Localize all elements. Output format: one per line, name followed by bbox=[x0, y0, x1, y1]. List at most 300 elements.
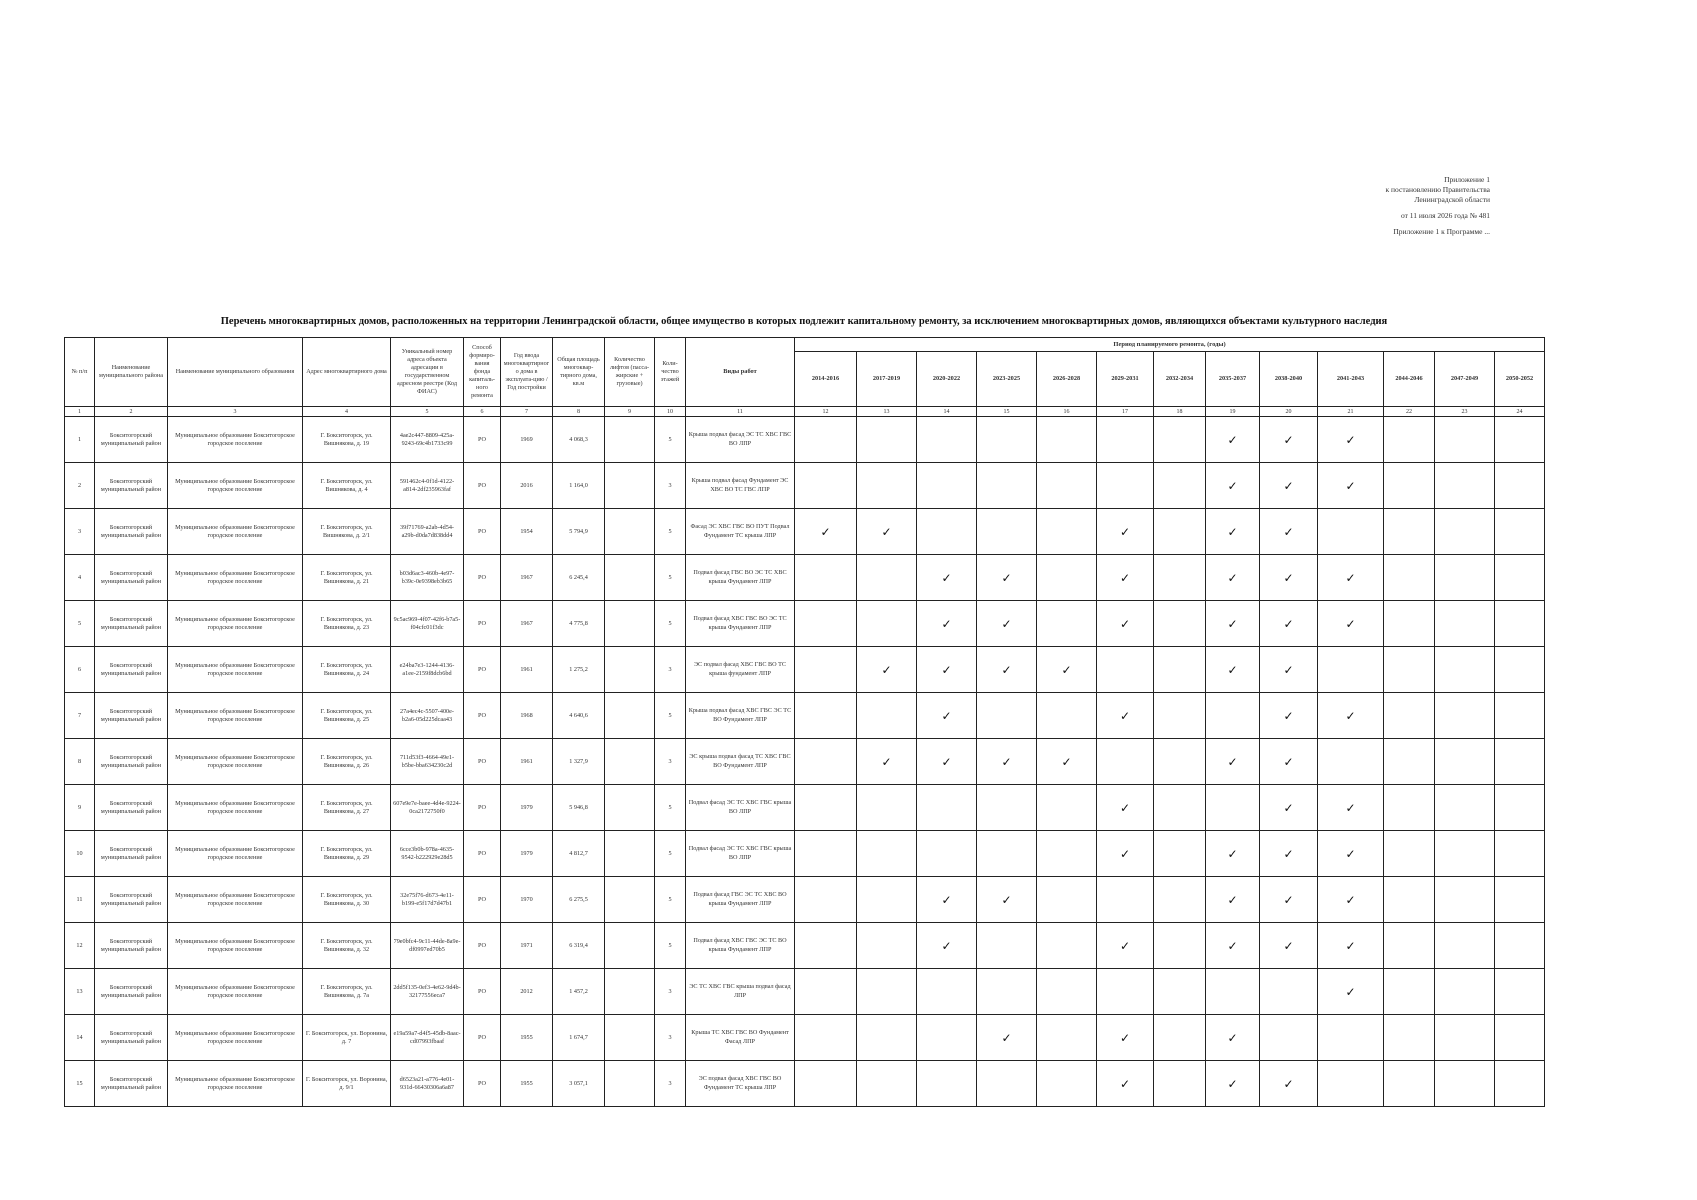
period-cell-empty bbox=[795, 1015, 857, 1061]
header-area: Общая площадь многоквар-тирного дома, кв.м bbox=[553, 338, 605, 407]
period-cell-empty bbox=[1495, 647, 1545, 693]
column-number: 2 bbox=[95, 407, 168, 417]
period-cell-empty bbox=[977, 1061, 1037, 1107]
check-mark-icon: ✓ bbox=[1206, 1061, 1260, 1107]
cell-works: ЭС ТС ХВС ГВС крыша подвал фасад ЛПР bbox=[686, 969, 795, 1015]
cell-works: Подвал фасад ХВС ГВС ВО ЭС ТС крыша Фундамент ЛПР bbox=[686, 601, 795, 647]
period-cell-empty bbox=[1495, 693, 1545, 739]
check-mark-icon: ✓ bbox=[917, 877, 977, 923]
cell-year: 1961 bbox=[501, 739, 553, 785]
period-cell-empty bbox=[1037, 785, 1097, 831]
header-period-2035: 2035-2037 bbox=[1206, 352, 1260, 407]
check-mark-icon: ✓ bbox=[1260, 601, 1318, 647]
row-number: 15 bbox=[65, 1061, 95, 1107]
check-mark-icon: ✓ bbox=[1206, 1015, 1260, 1061]
check-mark-icon: ✓ bbox=[1318, 785, 1384, 831]
period-cell-empty bbox=[1495, 877, 1545, 923]
column-number: 22 bbox=[1384, 407, 1435, 417]
period-cell-empty bbox=[1384, 785, 1435, 831]
period-cell-empty bbox=[1384, 831, 1435, 877]
cell-municipality: Муниципальное образование Бокситогорское городское поселение bbox=[168, 509, 303, 555]
cell-area: 4 068,3 bbox=[553, 417, 605, 463]
cell-fund-method: РО bbox=[464, 601, 501, 647]
cell-lifts bbox=[605, 601, 655, 647]
period-cell-empty bbox=[1435, 601, 1495, 647]
header-period-2020: 2020-2022 bbox=[917, 352, 977, 407]
cell-floors: 5 bbox=[655, 693, 686, 739]
check-mark-icon: ✓ bbox=[1097, 693, 1154, 739]
cell-municipality: Муниципальное образование Бокситогорское городское поселение bbox=[168, 739, 303, 785]
check-mark-icon: ✓ bbox=[857, 509, 917, 555]
period-cell-empty bbox=[1154, 463, 1206, 509]
check-mark-icon: ✓ bbox=[1260, 877, 1318, 923]
check-mark-icon: ✓ bbox=[1037, 647, 1097, 693]
cell-area: 5 946,8 bbox=[553, 785, 605, 831]
period-cell-empty bbox=[1097, 647, 1154, 693]
table-row bbox=[65, 1015, 1545, 1061]
cell-area: 4 775,8 bbox=[553, 601, 605, 647]
cell-lifts bbox=[605, 1061, 655, 1107]
period-cell-empty bbox=[1154, 693, 1206, 739]
period-cell-empty bbox=[977, 831, 1037, 877]
period-cell-empty bbox=[1495, 509, 1545, 555]
period-cell-empty bbox=[1435, 739, 1495, 785]
period-cell-empty bbox=[1384, 417, 1435, 463]
cell-floors: 5 bbox=[655, 555, 686, 601]
cell-district: Бокситогорский муниципальный район bbox=[95, 785, 168, 831]
period-cell-empty bbox=[1206, 969, 1260, 1015]
period-cell-empty bbox=[795, 739, 857, 785]
period-cell-empty bbox=[857, 601, 917, 647]
period-cell-empty bbox=[1097, 463, 1154, 509]
period-cell-empty bbox=[795, 601, 857, 647]
cell-works: Фасад ЭС ХВС ГВС ВО ПУТ Подвал Фундамент ТС крыша ЛПР bbox=[686, 509, 795, 555]
cell-lifts bbox=[605, 831, 655, 877]
period-cell-empty bbox=[1260, 1015, 1318, 1061]
cell-area: 6 245,4 bbox=[553, 555, 605, 601]
cell-fias-code: 32e75f76-d673-4e11-b199-e5f17d7d47b1 bbox=[391, 877, 464, 923]
period-cell-empty bbox=[1318, 1061, 1384, 1107]
column-number: 14 bbox=[917, 407, 977, 417]
period-cell-empty bbox=[1037, 1061, 1097, 1107]
table-row bbox=[65, 509, 1545, 555]
check-mark-icon: ✓ bbox=[1318, 831, 1384, 877]
period-cell-empty bbox=[917, 417, 977, 463]
cell-area: 5 794,9 bbox=[553, 509, 605, 555]
period-cell-empty bbox=[857, 923, 917, 969]
check-mark-icon: ✓ bbox=[1097, 509, 1154, 555]
check-mark-icon: ✓ bbox=[977, 739, 1037, 785]
column-number: 3 bbox=[168, 407, 303, 417]
check-mark-icon: ✓ bbox=[1260, 647, 1318, 693]
check-mark-icon: ✓ bbox=[1206, 647, 1260, 693]
cell-district: Бокситогорский муниципальный район bbox=[95, 831, 168, 877]
cell-works: Крыша подвал фасад ЭС ТС ХВС ГВС ВО ЛПР bbox=[686, 417, 795, 463]
check-mark-icon: ✓ bbox=[1206, 923, 1260, 969]
table-row bbox=[65, 601, 1545, 647]
period-cell-empty bbox=[1037, 693, 1097, 739]
period-cell-empty bbox=[1495, 785, 1545, 831]
row-number: 12 bbox=[65, 923, 95, 969]
cell-fias-code: 4ae2c447-8809-425a-9243-69c4b1733c99 bbox=[391, 417, 464, 463]
cell-municipality: Муниципальное образование Бокситогорское городское поселение bbox=[168, 555, 303, 601]
check-mark-icon: ✓ bbox=[1097, 923, 1154, 969]
check-mark-icon: ✓ bbox=[857, 739, 917, 785]
period-cell-empty bbox=[1037, 601, 1097, 647]
cell-district: Бокситогорский муниципальный район bbox=[95, 463, 168, 509]
cell-fias-code: e24ba7e3-1244-4136-a1ee-2159f8dcb6bd bbox=[391, 647, 464, 693]
cell-floors: 3 bbox=[655, 1015, 686, 1061]
check-mark-icon: ✓ bbox=[1260, 509, 1318, 555]
cell-year: 1961 bbox=[501, 647, 553, 693]
period-cell-empty bbox=[1318, 1015, 1384, 1061]
row-number: 1 bbox=[65, 417, 95, 463]
period-cell-empty bbox=[1154, 923, 1206, 969]
period-cell-empty bbox=[1154, 601, 1206, 647]
period-cell-empty bbox=[917, 1061, 977, 1107]
housing-table-wrapper bbox=[64, 337, 1544, 1107]
period-cell-empty bbox=[1435, 1061, 1495, 1107]
cell-address: Г. Бокситогорск, ул. Вишнякова, д. 19 bbox=[303, 417, 391, 463]
cell-district: Бокситогорский муниципальный район bbox=[95, 693, 168, 739]
cell-area: 1 275,2 bbox=[553, 647, 605, 693]
cell-lifts bbox=[605, 785, 655, 831]
cell-floors: 5 bbox=[655, 785, 686, 831]
cell-works: Крыша подвал фасад Фундамент ЭС ХВС ВО ТС ГВС ЛПР bbox=[686, 463, 795, 509]
period-cell-empty bbox=[1495, 831, 1545, 877]
cell-area: 4 812,7 bbox=[553, 831, 605, 877]
period-cell-empty bbox=[977, 785, 1037, 831]
period-cell-empty bbox=[1097, 417, 1154, 463]
check-mark-icon: ✓ bbox=[977, 877, 1037, 923]
period-cell-empty bbox=[1495, 923, 1545, 969]
cell-fias-code: 27a4ec4c-5507-400e-b2a6-05d225dcaa43 bbox=[391, 693, 464, 739]
check-mark-icon: ✓ bbox=[917, 647, 977, 693]
header-address: Адрес многоквартирного дома bbox=[303, 338, 391, 407]
cell-year: 2012 bbox=[501, 969, 553, 1015]
column-number: 8 bbox=[553, 407, 605, 417]
cell-area: 6 319,4 bbox=[553, 923, 605, 969]
cell-fund-method: РО bbox=[464, 1061, 501, 1107]
period-cell-empty bbox=[1384, 739, 1435, 785]
cell-municipality: Муниципальное образование Бокситогорское городское поселение bbox=[168, 831, 303, 877]
check-mark-icon: ✓ bbox=[1206, 509, 1260, 555]
annex-line-2: к постановлению Правительства bbox=[1385, 185, 1490, 194]
period-cell-empty bbox=[1384, 1015, 1435, 1061]
period-cell-empty bbox=[1206, 785, 1260, 831]
period-cell-empty bbox=[795, 831, 857, 877]
column-number: 10 bbox=[655, 407, 686, 417]
cell-district: Бокситогорский муниципальный район bbox=[95, 601, 168, 647]
column-number: 1 bbox=[65, 407, 95, 417]
row-number: 9 bbox=[65, 785, 95, 831]
period-cell-empty bbox=[795, 417, 857, 463]
period-cell-empty bbox=[917, 969, 977, 1015]
check-mark-icon: ✓ bbox=[977, 1015, 1037, 1061]
check-mark-icon: ✓ bbox=[1260, 463, 1318, 509]
table-body bbox=[65, 417, 1545, 1107]
annex-line-1: Приложение 1 bbox=[1444, 175, 1490, 184]
period-cell-empty bbox=[795, 693, 857, 739]
table-row bbox=[65, 831, 1545, 877]
cell-floors: 3 bbox=[655, 463, 686, 509]
header-method: Способ формиро-вания фонда капиталь-ного ремонта bbox=[464, 338, 501, 407]
document-title: Перечень многоквартирных домов, расположенных на территории Ленинградской области, общее имущество в которых подлежит капитальному ремонту, за исключением многоквартирных домов, являющихся объектами культурного наследия bbox=[220, 316, 1388, 327]
cell-fias-code: b03d6ac3-460b-4e97-b39c-0e9398eb3b65 bbox=[391, 555, 464, 601]
cell-lifts bbox=[605, 877, 655, 923]
cell-fias-code: 607e9e7e-baee-4d4e-9224-0ca2172750f0 bbox=[391, 785, 464, 831]
period-cell-empty bbox=[1037, 417, 1097, 463]
check-mark-icon: ✓ bbox=[1206, 601, 1260, 647]
cell-year: 1979 bbox=[501, 831, 553, 877]
column-number: 15 bbox=[977, 407, 1037, 417]
period-cell-empty bbox=[1435, 555, 1495, 601]
check-mark-icon: ✓ bbox=[1097, 1061, 1154, 1107]
cell-address: Г. Бокситогорск, ул. Воронина, д. 7 bbox=[303, 1015, 391, 1061]
period-cell-empty bbox=[917, 1015, 977, 1061]
period-cell-empty bbox=[795, 785, 857, 831]
period-cell-empty bbox=[1384, 1061, 1435, 1107]
cell-fias-code: 79e0bfc4-9c11-44de-8a9e-df0997ed70b5 bbox=[391, 923, 464, 969]
cell-floors: 5 bbox=[655, 923, 686, 969]
check-mark-icon: ✓ bbox=[1097, 601, 1154, 647]
period-cell-empty bbox=[1154, 647, 1206, 693]
check-mark-icon: ✓ bbox=[917, 555, 977, 601]
period-cell-empty bbox=[1154, 1061, 1206, 1107]
period-cell-empty bbox=[1435, 785, 1495, 831]
period-cell-empty bbox=[1037, 877, 1097, 923]
row-number: 3 bbox=[65, 509, 95, 555]
cell-municipality: Муниципальное образование Бокситогорское городское поселение bbox=[168, 1061, 303, 1107]
cell-fias-code: 591462c4-0f1d-4122-a814-2df235963faf bbox=[391, 463, 464, 509]
header-num: № п/п bbox=[65, 338, 95, 407]
check-mark-icon: ✓ bbox=[917, 693, 977, 739]
period-cell-empty bbox=[857, 785, 917, 831]
row-number: 14 bbox=[65, 1015, 95, 1061]
row-number: 8 bbox=[65, 739, 95, 785]
cell-fund-method: РО bbox=[464, 463, 501, 509]
period-cell-empty bbox=[795, 1061, 857, 1107]
cell-lifts bbox=[605, 739, 655, 785]
cell-district: Бокситогорский муниципальный район bbox=[95, 923, 168, 969]
cell-municipality: Муниципальное образование Бокситогорское городское поселение bbox=[168, 601, 303, 647]
cell-lifts bbox=[605, 969, 655, 1015]
period-cell-empty bbox=[857, 1061, 917, 1107]
check-mark-icon: ✓ bbox=[1097, 831, 1154, 877]
header-district: Наименование муниципального района bbox=[95, 338, 168, 407]
period-cell-empty bbox=[1435, 417, 1495, 463]
cell-municipality: Муниципальное образование Бокситогорское городское поселение bbox=[168, 463, 303, 509]
header-period-2032: 2032-2034 bbox=[1154, 352, 1206, 407]
period-cell-empty bbox=[1384, 601, 1435, 647]
header-uid: Уникальный номер адреса объекта адресации в государственном адресном реестре (Код ФИАС) bbox=[391, 338, 464, 407]
period-cell-empty bbox=[795, 923, 857, 969]
period-cell-empty bbox=[1154, 555, 1206, 601]
header-period-2014: 2014-2016 bbox=[795, 352, 857, 407]
cell-fias-code: 711d53f3-4664-49e1-b5be-bba634230c2d bbox=[391, 739, 464, 785]
column-number: 11 bbox=[686, 407, 795, 417]
cell-works: Подвал фасад ГВС ВО ЭС ТС ХВС крыша Фундамент ЛПР bbox=[686, 555, 795, 601]
column-number: 9 bbox=[605, 407, 655, 417]
period-cell-empty bbox=[1495, 601, 1545, 647]
column-number: 18 bbox=[1154, 407, 1206, 417]
cell-works: ЭС подвал фасад ХВС ГВС ВО Фундамент ТС крыша ЛПР bbox=[686, 1061, 795, 1107]
period-cell-empty bbox=[1154, 509, 1206, 555]
period-cell-empty bbox=[1097, 877, 1154, 923]
cell-fund-method: РО bbox=[464, 417, 501, 463]
check-mark-icon: ✓ bbox=[1318, 969, 1384, 1015]
cell-fias-code: 39f71769-a2ab-4d54-a29b-d0da7d838dd4 bbox=[391, 509, 464, 555]
check-mark-icon: ✓ bbox=[1206, 877, 1260, 923]
column-number: 6 bbox=[464, 407, 501, 417]
cell-works: ЭС крыша подвал фасад ТС ХВС ГВС ВО Фундамент ЛПР bbox=[686, 739, 795, 785]
period-cell-empty bbox=[977, 417, 1037, 463]
period-cell-empty bbox=[1435, 509, 1495, 555]
column-number: 16 bbox=[1037, 407, 1097, 417]
cell-fias-code: e19a59a7-d4f5-45db-8aac-cd07993fbaaf bbox=[391, 1015, 464, 1061]
period-cell-empty bbox=[1435, 923, 1495, 969]
table-header bbox=[65, 338, 1545, 417]
cell-area: 3 057,1 bbox=[553, 1061, 605, 1107]
cell-floors: 5 bbox=[655, 601, 686, 647]
cell-year: 1967 bbox=[501, 555, 553, 601]
cell-works: ЭС подвал фасад ХВС ГВС ВО ТС крыша фундамент ЛПР bbox=[686, 647, 795, 693]
period-cell-empty bbox=[857, 1015, 917, 1061]
header-lifts: Количество лифтов (пасса-жирские + грузовые) bbox=[605, 338, 655, 407]
cell-fund-method: РО bbox=[464, 509, 501, 555]
cell-floors: 3 bbox=[655, 647, 686, 693]
column-number-row bbox=[65, 407, 1545, 417]
header-period-2029: 2029-2031 bbox=[1097, 352, 1154, 407]
cell-address: Г. Бокситогорск, ул. Вишнякова, д. 7а bbox=[303, 969, 391, 1015]
check-mark-icon: ✓ bbox=[1206, 831, 1260, 877]
row-number: 11 bbox=[65, 877, 95, 923]
cell-lifts bbox=[605, 1015, 655, 1061]
row-number: 10 bbox=[65, 831, 95, 877]
check-mark-icon: ✓ bbox=[977, 601, 1037, 647]
period-cell-empty bbox=[857, 417, 917, 463]
row-number: 4 bbox=[65, 555, 95, 601]
cell-district: Бокситогорский муниципальный район bbox=[95, 509, 168, 555]
cell-fund-method: РО bbox=[464, 785, 501, 831]
period-cell-empty bbox=[1384, 969, 1435, 1015]
annex-block bbox=[1290, 175, 1490, 237]
period-cell-empty bbox=[1384, 555, 1435, 601]
period-cell-empty bbox=[917, 831, 977, 877]
period-cell-empty bbox=[1154, 1015, 1206, 1061]
check-mark-icon: ✓ bbox=[1206, 555, 1260, 601]
period-cell-empty bbox=[1435, 1015, 1495, 1061]
column-number: 24 bbox=[1495, 407, 1545, 417]
period-cell-empty bbox=[1435, 877, 1495, 923]
row-number: 7 bbox=[65, 693, 95, 739]
cell-district: Бокситогорский муниципальный район bbox=[95, 739, 168, 785]
table-row bbox=[65, 463, 1545, 509]
check-mark-icon: ✓ bbox=[1318, 417, 1384, 463]
period-cell-empty bbox=[1435, 463, 1495, 509]
header-municipality: Наименование муниципального образования bbox=[168, 338, 303, 407]
check-mark-icon: ✓ bbox=[1318, 555, 1384, 601]
column-number: 4 bbox=[303, 407, 391, 417]
table-row bbox=[65, 739, 1545, 785]
cell-works: Крыша ТС ХВС ГВС ВО Фундамент Фасад ЛПР bbox=[686, 1015, 795, 1061]
cell-municipality: Муниципальное образование Бокситогорское городское поселение bbox=[168, 923, 303, 969]
check-mark-icon: ✓ bbox=[1260, 785, 1318, 831]
check-mark-icon: ✓ bbox=[1260, 555, 1318, 601]
cell-address: Г. Бокситогорск, ул. Вишнякова, д. 26 bbox=[303, 739, 391, 785]
cell-lifts bbox=[605, 555, 655, 601]
period-cell-empty bbox=[917, 509, 977, 555]
period-cell-empty bbox=[857, 555, 917, 601]
header-period-2026: 2026-2028 bbox=[1037, 352, 1097, 407]
cell-address: Г. Бокситогорск, ул. Вишнякова, д. 25 bbox=[303, 693, 391, 739]
period-cell-empty bbox=[1384, 463, 1435, 509]
table-row bbox=[65, 555, 1545, 601]
cell-address: Г. Бокситогорск, ул. Вишнякова, д. 4 bbox=[303, 463, 391, 509]
cell-district: Бокситогорский муниципальный район bbox=[95, 555, 168, 601]
cell-area: 1 327,9 bbox=[553, 739, 605, 785]
cell-district: Бокситогорский муниципальный район bbox=[95, 969, 168, 1015]
cell-year: 1955 bbox=[501, 1061, 553, 1107]
cell-address: Г. Бокситогорск, ул. Вишнякова, д. 27 bbox=[303, 785, 391, 831]
period-cell-empty bbox=[917, 785, 977, 831]
cell-works: Крыша подвал фасад ХВС ГВС ЭС ТС ВО Фундамент ЛПР bbox=[686, 693, 795, 739]
header-period: Период планируемого ремонта, (годы) bbox=[795, 338, 1545, 352]
cell-fund-method: РО bbox=[464, 877, 501, 923]
period-cell-empty bbox=[1435, 969, 1495, 1015]
period-cell-empty bbox=[977, 693, 1037, 739]
check-mark-icon: ✓ bbox=[977, 555, 1037, 601]
cell-fund-method: РО bbox=[464, 555, 501, 601]
cell-lifts bbox=[605, 693, 655, 739]
cell-floors: 5 bbox=[655, 417, 686, 463]
check-mark-icon: ✓ bbox=[1037, 739, 1097, 785]
check-mark-icon: ✓ bbox=[1206, 417, 1260, 463]
cell-fias-code: d6523a21-a776-4e01-931d-66430306a6a87 bbox=[391, 1061, 464, 1107]
cell-year: 1969 bbox=[501, 417, 553, 463]
cell-year: 1954 bbox=[501, 509, 553, 555]
cell-address: Г. Бокситогорск, ул. Вишнякова, д. 24 bbox=[303, 647, 391, 693]
period-cell-empty bbox=[1495, 739, 1545, 785]
period-cell-empty bbox=[857, 831, 917, 877]
check-mark-icon: ✓ bbox=[1097, 1015, 1154, 1061]
table-row bbox=[65, 417, 1545, 463]
cell-address: Г. Бокситогорск, ул. Вишнякова, д. 29 bbox=[303, 831, 391, 877]
period-cell-empty bbox=[977, 969, 1037, 1015]
period-cell-empty bbox=[1435, 831, 1495, 877]
cell-address: Г. Бокситогорск, ул. Вишнякова, д. 30 bbox=[303, 877, 391, 923]
cell-municipality: Муниципальное образование Бокситогорское городское поселение bbox=[168, 417, 303, 463]
cell-area: 6 275,5 bbox=[553, 877, 605, 923]
cell-municipality: Муниципальное образование Бокситогорское городское поселение bbox=[168, 693, 303, 739]
period-cell-empty bbox=[795, 969, 857, 1015]
period-cell-empty bbox=[1037, 969, 1097, 1015]
check-mark-icon: ✓ bbox=[977, 647, 1037, 693]
period-cell-empty bbox=[1495, 463, 1545, 509]
check-mark-icon: ✓ bbox=[1260, 831, 1318, 877]
cell-fias-code: 6cce3b0b-978a-4635-9542-b222929e28d5 bbox=[391, 831, 464, 877]
check-mark-icon: ✓ bbox=[1260, 417, 1318, 463]
period-cell-empty bbox=[1097, 969, 1154, 1015]
period-cell-empty bbox=[1154, 831, 1206, 877]
cell-district: Бокситогорский муниципальный район bbox=[95, 1061, 168, 1107]
cell-lifts bbox=[605, 509, 655, 555]
cell-fund-method: РО bbox=[464, 693, 501, 739]
header-period-2017: 2017-2019 bbox=[857, 352, 917, 407]
period-cell-empty bbox=[977, 463, 1037, 509]
period-cell-empty bbox=[1384, 693, 1435, 739]
cell-fund-method: РО bbox=[464, 831, 501, 877]
